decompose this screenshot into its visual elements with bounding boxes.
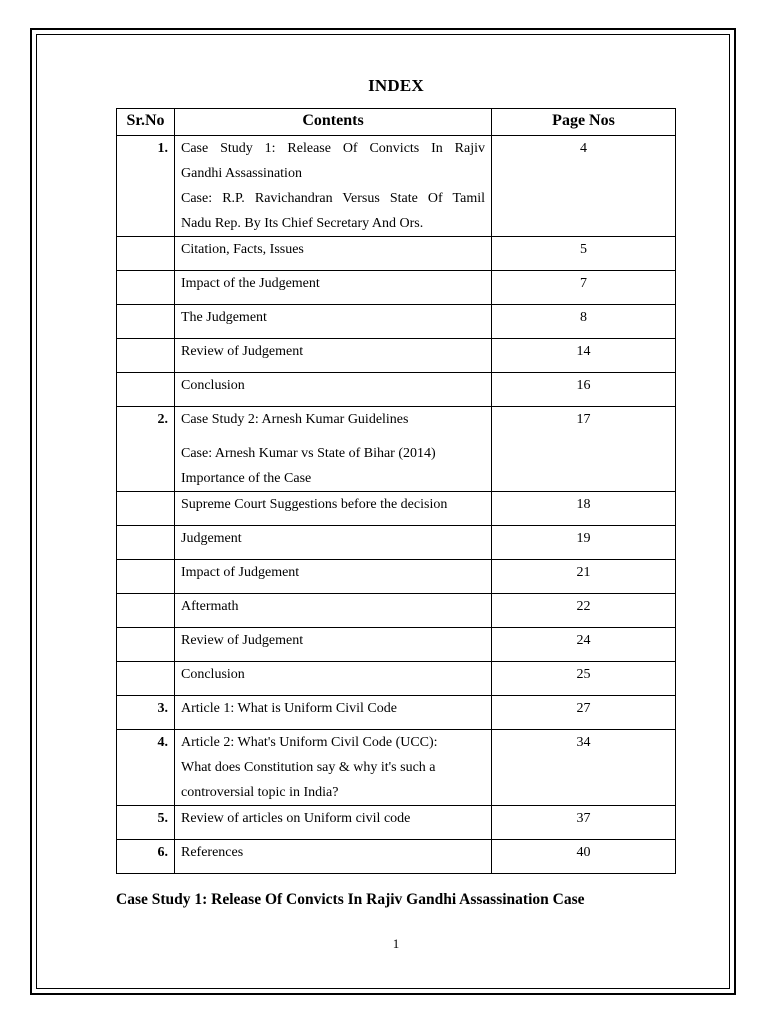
line-gap xyxy=(181,432,485,441)
contents-line: Citation, Facts, Issues xyxy=(181,242,304,257)
row-sr-no xyxy=(117,373,175,407)
table-row xyxy=(117,560,676,594)
row-page-no: 18 xyxy=(492,492,676,526)
contents-line: Article 1: What is Uniform Civil Code xyxy=(181,701,397,716)
row-page-no: 19 xyxy=(492,526,676,560)
row-contents xyxy=(175,305,492,339)
row-page-no: 4 xyxy=(492,136,676,237)
row-page-no: 16 xyxy=(492,373,676,407)
contents-line: Judgement xyxy=(181,531,242,546)
row-sr-no xyxy=(117,594,175,628)
row-contents xyxy=(175,560,492,594)
index-table xyxy=(116,108,676,874)
row-sr-no: 1. xyxy=(117,136,175,237)
row-sr-no xyxy=(117,628,175,662)
index-table-header-row xyxy=(117,109,676,136)
header-contents: Contents xyxy=(175,109,492,136)
table-row xyxy=(117,339,676,373)
row-contents xyxy=(175,237,492,271)
contents-line: What does Constitution say & why it's such a xyxy=(181,760,436,775)
row-sr-no: 2. xyxy=(117,407,175,492)
contents-line: Nadu Rep. By Its Chief Secretary And Ors. xyxy=(181,216,424,231)
row-page-no: 40 xyxy=(492,840,676,874)
header-sr-no: Sr.No xyxy=(117,109,175,136)
row-contents xyxy=(175,806,492,840)
row-page-no: 8 xyxy=(492,305,676,339)
index-table-body xyxy=(117,136,676,874)
row-page-no: 5 xyxy=(492,237,676,271)
row-contents xyxy=(175,407,492,492)
table-row xyxy=(117,628,676,662)
row-contents xyxy=(175,730,492,806)
row-contents xyxy=(175,662,492,696)
contents-line: Aftermath xyxy=(181,599,239,614)
contents-line: Conclusion xyxy=(181,378,245,393)
header-page-nos: Page Nos xyxy=(492,109,676,136)
table-row xyxy=(117,840,676,874)
row-page-no: 7 xyxy=(492,271,676,305)
row-contents xyxy=(175,373,492,407)
table-row xyxy=(117,806,676,840)
section-heading: Case Study 1: Release Of Convicts In Rajiv Gandhi Assassination Case xyxy=(116,891,585,908)
table-row xyxy=(117,492,676,526)
table-row xyxy=(117,594,676,628)
contents-line: Case: Arnesh Kumar vs State of Bihar (2014) xyxy=(181,446,436,461)
contents-line: Review of Judgement xyxy=(181,633,304,648)
table-row xyxy=(117,271,676,305)
row-page-no: 37 xyxy=(492,806,676,840)
row-page-no: 22 xyxy=(492,594,676,628)
contents-line: Supreme Court Suggestions before the decision xyxy=(181,497,448,512)
contents-line: Case: R.P. Ravichandran Versus State Of Tamil xyxy=(181,191,485,206)
table-row xyxy=(117,526,676,560)
row-sr-no: 3. xyxy=(117,696,175,730)
row-contents xyxy=(175,696,492,730)
table-row xyxy=(117,696,676,730)
row-sr-no: 4. xyxy=(117,730,175,806)
table-row xyxy=(117,237,676,271)
contents-line: The Judgement xyxy=(181,310,267,325)
row-page-no: 25 xyxy=(492,662,676,696)
contents-line: Review of articles on Uniform civil code xyxy=(181,811,411,826)
row-sr-no: 5. xyxy=(117,806,175,840)
contents-line: Gandhi Assassination xyxy=(181,166,302,181)
page-title: INDEX xyxy=(368,76,424,95)
contents-line: Impact of Judgement xyxy=(181,565,300,580)
row-sr-no xyxy=(117,339,175,373)
row-contents xyxy=(175,339,492,373)
page-number: 1 xyxy=(392,936,400,951)
contents-line: Review of Judgement xyxy=(181,344,304,359)
row-sr-no xyxy=(117,492,175,526)
table-row xyxy=(117,305,676,339)
row-sr-no xyxy=(117,560,175,594)
row-sr-no xyxy=(117,662,175,696)
row-contents xyxy=(175,492,492,526)
row-contents xyxy=(175,526,492,560)
contents-line: Article 2: What's Uniform Civil Code (UCC): xyxy=(181,735,438,750)
row-sr-no xyxy=(117,526,175,560)
row-contents xyxy=(175,594,492,628)
table-row xyxy=(117,730,676,806)
row-sr-no xyxy=(117,237,175,271)
contents-line: Conclusion xyxy=(181,667,245,682)
table-row xyxy=(117,373,676,407)
contents-line: controversial topic in India? xyxy=(181,785,339,800)
row-contents xyxy=(175,628,492,662)
table-row xyxy=(117,407,676,492)
row-contents xyxy=(175,136,492,237)
row-sr-no: 6. xyxy=(117,840,175,874)
row-page-no: 24 xyxy=(492,628,676,662)
row-contents xyxy=(175,271,492,305)
table-row xyxy=(117,662,676,696)
contents-line: Impact of the Judgement xyxy=(181,276,320,291)
row-page-no: 27 xyxy=(492,696,676,730)
contents-line: Case Study 2: Arnesh Kumar Guidelines xyxy=(181,412,409,427)
row-page-no: 34 xyxy=(492,730,676,806)
row-page-no: 14 xyxy=(492,339,676,373)
contents-line: Case Study 1: Release Of Convicts In Rajiv xyxy=(181,141,485,156)
contents-line: References xyxy=(181,845,244,860)
table-row xyxy=(117,136,676,237)
row-sr-no xyxy=(117,305,175,339)
row-contents xyxy=(175,840,492,874)
row-page-no: 21 xyxy=(492,560,676,594)
contents-line: Importance of the Case xyxy=(181,471,312,486)
row-page-no: 17 xyxy=(492,407,676,492)
row-sr-no xyxy=(117,271,175,305)
